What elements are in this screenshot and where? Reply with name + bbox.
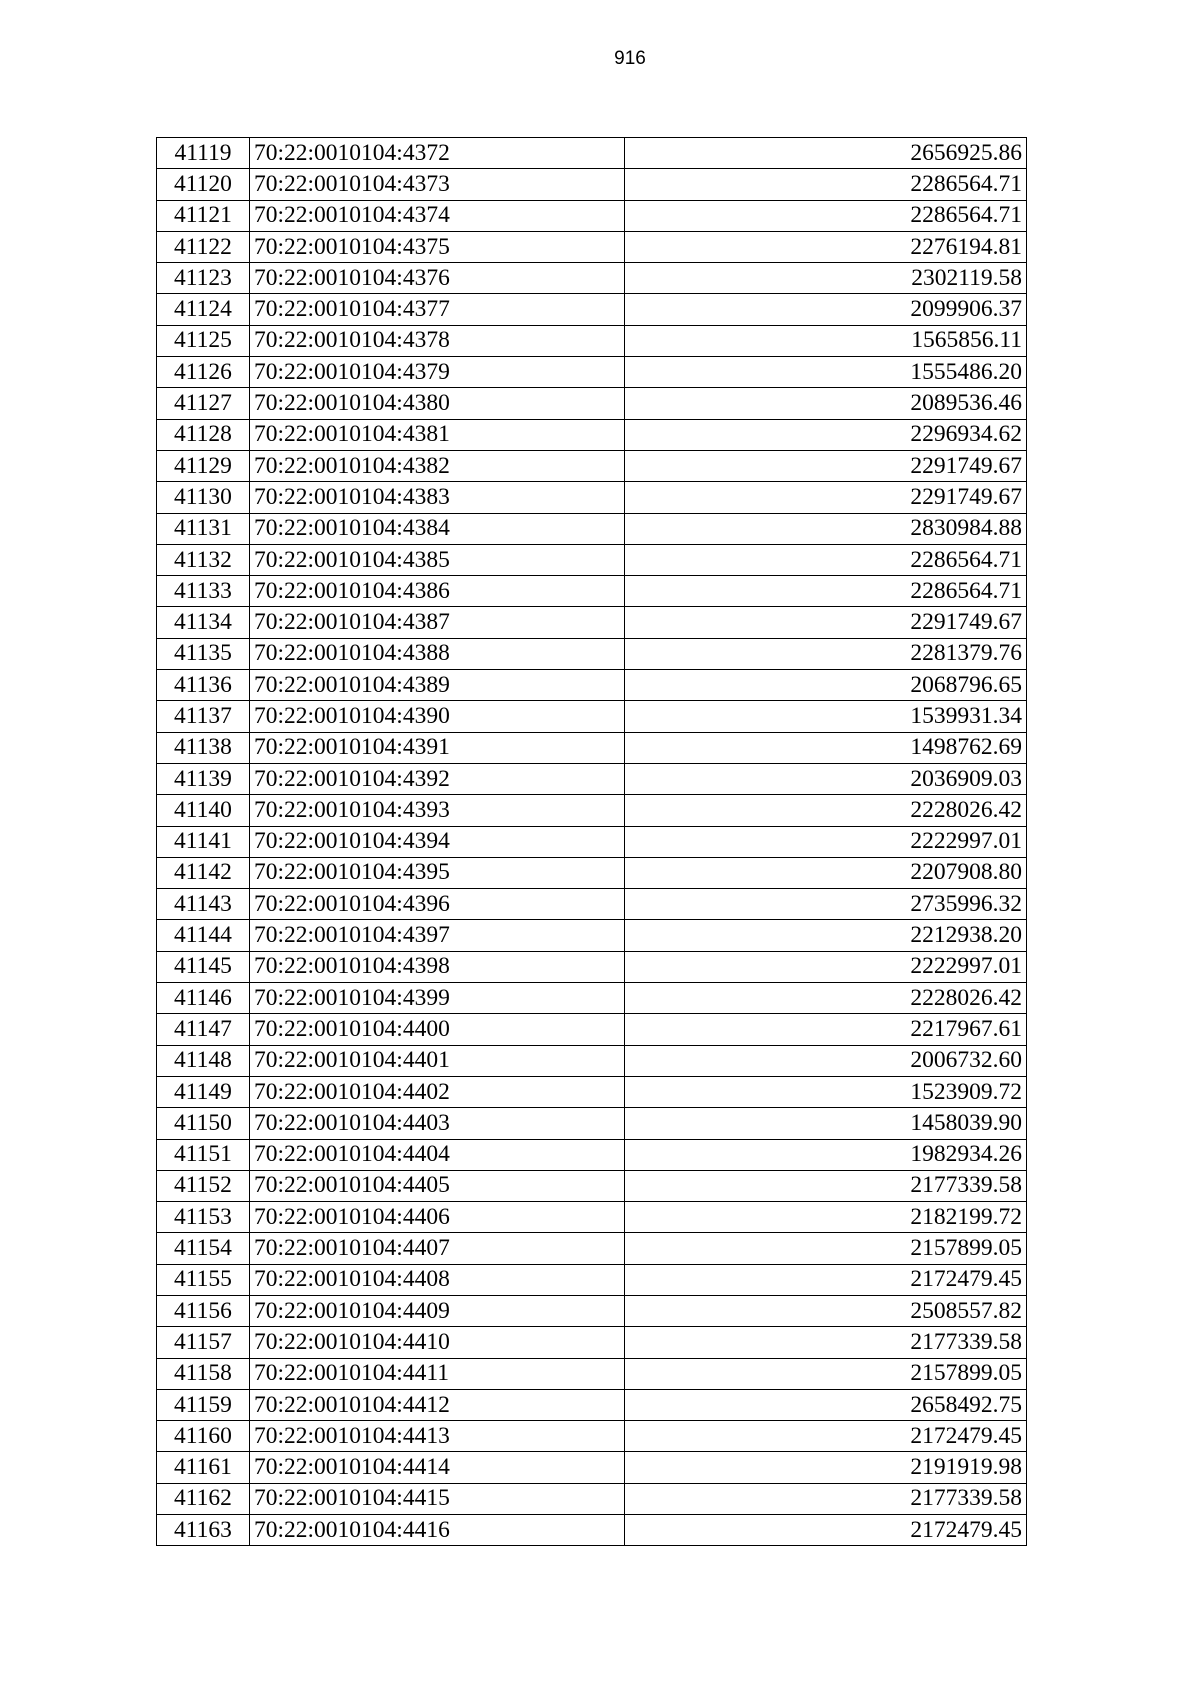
cadastral-number-cell: 70:22:0010104:4377: [250, 294, 625, 325]
row-number-cell: 41161: [157, 1452, 250, 1483]
table-row: [157, 419, 1027, 450]
table-row: [157, 607, 1027, 638]
cadastral-value-cell: 2291749.67: [625, 450, 1027, 481]
table-row: [157, 169, 1027, 200]
table-row: [157, 388, 1027, 419]
table-row: [157, 1421, 1027, 1452]
cadastral-value-cell: 2177339.58: [625, 1170, 1027, 1201]
cadastral-number-cell: 70:22:0010104:4401: [250, 1045, 625, 1076]
cadastral-value-cell: 2212938.20: [625, 920, 1027, 951]
cadastral-value-cell: 2172479.45: [625, 1515, 1027, 1546]
table-row: [157, 638, 1027, 669]
row-number-cell: 41143: [157, 889, 250, 920]
cadastral-number-cell: 70:22:0010104:4407: [250, 1233, 625, 1264]
cadastral-value-cell: 2228026.42: [625, 983, 1027, 1014]
cadastral-number-cell: 70:22:0010104:4402: [250, 1076, 625, 1107]
table-row: [157, 1452, 1027, 1483]
table-row: [157, 795, 1027, 826]
cadastral-number-cell: 70:22:0010104:4412: [250, 1389, 625, 1420]
row-number-cell: 41122: [157, 231, 250, 262]
table-row: [157, 513, 1027, 544]
row-number-cell: 41140: [157, 795, 250, 826]
cadastral-number-cell: 70:22:0010104:4398: [250, 951, 625, 982]
cadastral-value-cell: 2036909.03: [625, 763, 1027, 794]
cadastral-number-cell: 70:22:0010104:4413: [250, 1421, 625, 1452]
row-number-cell: 41137: [157, 701, 250, 732]
table-row: [157, 701, 1027, 732]
cadastral-value-cell: 2291749.67: [625, 482, 1027, 513]
row-number-cell: 41163: [157, 1515, 250, 1546]
cadastral-number-cell: 70:22:0010104:4380: [250, 388, 625, 419]
cadastral-value-cell: 1458039.90: [625, 1108, 1027, 1139]
table-row: [157, 889, 1027, 920]
row-number-cell: 41154: [157, 1233, 250, 1264]
row-number-cell: 41133: [157, 576, 250, 607]
table-row: [157, 1233, 1027, 1264]
cadastral-number-cell: 70:22:0010104:4387: [250, 607, 625, 638]
row-number-cell: 41126: [157, 357, 250, 388]
table-row: [157, 357, 1027, 388]
row-number-cell: 41127: [157, 388, 250, 419]
row-number-cell: 41121: [157, 200, 250, 231]
table-row: [157, 263, 1027, 294]
table-row: [157, 670, 1027, 701]
row-number-cell: 41119: [157, 138, 250, 169]
cadastral-number-cell: 70:22:0010104:4388: [250, 638, 625, 669]
table-row: [157, 1358, 1027, 1389]
row-number-cell: 41157: [157, 1327, 250, 1358]
cadastral-value-cell: 1523909.72: [625, 1076, 1027, 1107]
cadastral-number-cell: 70:22:0010104:4410: [250, 1327, 625, 1358]
table-row: [157, 1045, 1027, 1076]
cadastral-value-cell: 1498762.69: [625, 732, 1027, 763]
row-number-cell: 41136: [157, 670, 250, 701]
cadastral-value-cell: 2286564.71: [625, 169, 1027, 200]
table-row: [157, 951, 1027, 982]
table-row: [157, 920, 1027, 951]
cadastral-value-cell: 2286564.71: [625, 576, 1027, 607]
row-number-cell: 41120: [157, 169, 250, 200]
cadastral-number-cell: 70:22:0010104:4400: [250, 1014, 625, 1045]
cadastral-value-cell: 2658492.75: [625, 1389, 1027, 1420]
cadastral-value-cell: 2286564.71: [625, 200, 1027, 231]
row-number-cell: 41162: [157, 1483, 250, 1514]
table-row: [157, 1014, 1027, 1045]
row-number-cell: 41128: [157, 419, 250, 450]
cadastral-value-cell: 2182199.72: [625, 1202, 1027, 1233]
cadastral-number-cell: 70:22:0010104:4379: [250, 357, 625, 388]
cadastral-number-cell: 70:22:0010104:4389: [250, 670, 625, 701]
cadastral-number-cell: 70:22:0010104:4385: [250, 544, 625, 575]
row-number-cell: 41138: [157, 732, 250, 763]
cadastral-number-cell: 70:22:0010104:4414: [250, 1452, 625, 1483]
cadastral-number-cell: 70:22:0010104:4376: [250, 263, 625, 294]
cadastral-number-cell: 70:22:0010104:4391: [250, 732, 625, 763]
table-row: [157, 294, 1027, 325]
cadastral-value-cell: 2222997.01: [625, 826, 1027, 857]
cadastral-number-cell: 70:22:0010104:4378: [250, 325, 625, 356]
row-number-cell: 41153: [157, 1202, 250, 1233]
table-row: [157, 1483, 1027, 1514]
row-number-cell: 41159: [157, 1389, 250, 1420]
cadastral-value-cell: 2207908.80: [625, 857, 1027, 888]
cadastral-value-cell: 2068796.65: [625, 670, 1027, 701]
table-row: [157, 1076, 1027, 1107]
cadastral-number-cell: 70:22:0010104:4375: [250, 231, 625, 262]
table-row: [157, 482, 1027, 513]
cadastral-number-cell: 70:22:0010104:4404: [250, 1139, 625, 1170]
cadastral-value-cell: 2172479.45: [625, 1421, 1027, 1452]
cadastral-number-cell: 70:22:0010104:4396: [250, 889, 625, 920]
row-number-cell: 41152: [157, 1170, 250, 1201]
cadastral-value-cell: 2157899.05: [625, 1358, 1027, 1389]
cadastral-value-cell: 1982934.26: [625, 1139, 1027, 1170]
cadastral-value-table: [156, 137, 1027, 1546]
cadastral-value-cell: 2281379.76: [625, 638, 1027, 669]
cadastral-number-cell: 70:22:0010104:4399: [250, 983, 625, 1014]
cadastral-value-cell: 1565856.11: [625, 325, 1027, 356]
cadastral-number-cell: 70:22:0010104:4397: [250, 920, 625, 951]
cadastral-value-cell: 2286564.71: [625, 544, 1027, 575]
row-number-cell: 41135: [157, 638, 250, 669]
cadastral-number-cell: 70:22:0010104:4374: [250, 200, 625, 231]
row-number-cell: 41124: [157, 294, 250, 325]
cadastral-value-cell: 2296934.62: [625, 419, 1027, 450]
cadastral-value-cell: 2172479.45: [625, 1264, 1027, 1295]
cadastral-number-cell: 70:22:0010104:4372: [250, 138, 625, 169]
table-row: [157, 325, 1027, 356]
cadastral-value-cell: 2222997.01: [625, 951, 1027, 982]
table-row: [157, 138, 1027, 169]
table-body: [157, 138, 1027, 1546]
table-row: [157, 983, 1027, 1014]
table-row: [157, 1327, 1027, 1358]
row-number-cell: 41125: [157, 325, 250, 356]
cadastral-number-cell: 70:22:0010104:4373: [250, 169, 625, 200]
table-row: [157, 1170, 1027, 1201]
row-number-cell: 41139: [157, 763, 250, 794]
table-row: [157, 1108, 1027, 1139]
row-number-cell: 41144: [157, 920, 250, 951]
cadastral-number-cell: 70:22:0010104:4409: [250, 1295, 625, 1326]
cadastral-number-cell: 70:22:0010104:4406: [250, 1202, 625, 1233]
row-number-cell: 41145: [157, 951, 250, 982]
row-number-cell: 41123: [157, 263, 250, 294]
page-number: 916: [614, 48, 646, 69]
cadastral-number-cell: 70:22:0010104:4382: [250, 450, 625, 481]
cadastral-value-cell: 2089536.46: [625, 388, 1027, 419]
cadastral-value-cell: 2099906.37: [625, 294, 1027, 325]
cadastral-value-cell: 2656925.86: [625, 138, 1027, 169]
cadastral-value-cell: 2276194.81: [625, 231, 1027, 262]
table-row: [157, 1389, 1027, 1420]
cadastral-value-cell: 2735996.32: [625, 889, 1027, 920]
table-row: [157, 450, 1027, 481]
table-row: [157, 544, 1027, 575]
cadastral-number-cell: 70:22:0010104:4384: [250, 513, 625, 544]
table-row: [157, 732, 1027, 763]
cadastral-value-cell: 2302119.58: [625, 263, 1027, 294]
cadastral-value-cell: 2157899.05: [625, 1233, 1027, 1264]
table-row: [157, 231, 1027, 262]
row-number-cell: 41150: [157, 1108, 250, 1139]
cadastral-number-cell: 70:22:0010104:4415: [250, 1483, 625, 1514]
cadastral-number-cell: 70:22:0010104:4395: [250, 857, 625, 888]
cadastral-value-cell: 2830984.88: [625, 513, 1027, 544]
table-row: [157, 1295, 1027, 1326]
row-number-cell: 41130: [157, 482, 250, 513]
row-number-cell: 41149: [157, 1076, 250, 1107]
row-number-cell: 41131: [157, 513, 250, 544]
cadastral-number-cell: 70:22:0010104:4405: [250, 1170, 625, 1201]
cadastral-value-cell: 1555486.20: [625, 357, 1027, 388]
cadastral-number-cell: 70:22:0010104:4416: [250, 1515, 625, 1546]
cadastral-number-cell: 70:22:0010104:4390: [250, 701, 625, 732]
cadastral-number-cell: 70:22:0010104:4411: [250, 1358, 625, 1389]
table-row: [157, 1264, 1027, 1295]
table-row: [157, 826, 1027, 857]
row-number-cell: 41141: [157, 826, 250, 857]
table-row: [157, 1515, 1027, 1546]
cadastral-value-cell: 2006732.60: [625, 1045, 1027, 1076]
row-number-cell: 41156: [157, 1295, 250, 1326]
cadastral-number-cell: 70:22:0010104:4408: [250, 1264, 625, 1295]
cadastral-number-cell: 70:22:0010104:4381: [250, 419, 625, 450]
row-number-cell: 41148: [157, 1045, 250, 1076]
cadastral-value-cell: 2191919.98: [625, 1452, 1027, 1483]
row-number-cell: 41160: [157, 1421, 250, 1452]
cadastral-number-cell: 70:22:0010104:4394: [250, 826, 625, 857]
table-row: [157, 1139, 1027, 1170]
row-number-cell: 41134: [157, 607, 250, 638]
row-number-cell: 41147: [157, 1014, 250, 1045]
cadastral-value-cell: 2217967.61: [625, 1014, 1027, 1045]
row-number-cell: 41151: [157, 1139, 250, 1170]
cadastral-number-cell: 70:22:0010104:4393: [250, 795, 625, 826]
cadastral-number-cell: 70:22:0010104:4386: [250, 576, 625, 607]
cadastral-number-cell: 70:22:0010104:4403: [250, 1108, 625, 1139]
cadastral-number-cell: 70:22:0010104:4383: [250, 482, 625, 513]
row-number-cell: 41158: [157, 1358, 250, 1389]
cadastral-value-cell: 2228026.42: [625, 795, 1027, 826]
row-number-cell: 41146: [157, 983, 250, 1014]
table-row: [157, 1202, 1027, 1233]
cadastral-value-cell: 2177339.58: [625, 1327, 1027, 1358]
row-number-cell: 41132: [157, 544, 250, 575]
table-row: [157, 763, 1027, 794]
table-row: [157, 576, 1027, 607]
table-row: [157, 857, 1027, 888]
table-row: [157, 200, 1027, 231]
cadastral-value-cell: 2177339.58: [625, 1483, 1027, 1514]
cadastral-number-cell: 70:22:0010104:4392: [250, 763, 625, 794]
cadastral-value-cell: 2291749.67: [625, 607, 1027, 638]
cadastral-value-cell: 1539931.34: [625, 701, 1027, 732]
row-number-cell: 41155: [157, 1264, 250, 1295]
row-number-cell: 41142: [157, 857, 250, 888]
cadastral-value-cell: 2508557.82: [625, 1295, 1027, 1326]
row-number-cell: 41129: [157, 450, 250, 481]
